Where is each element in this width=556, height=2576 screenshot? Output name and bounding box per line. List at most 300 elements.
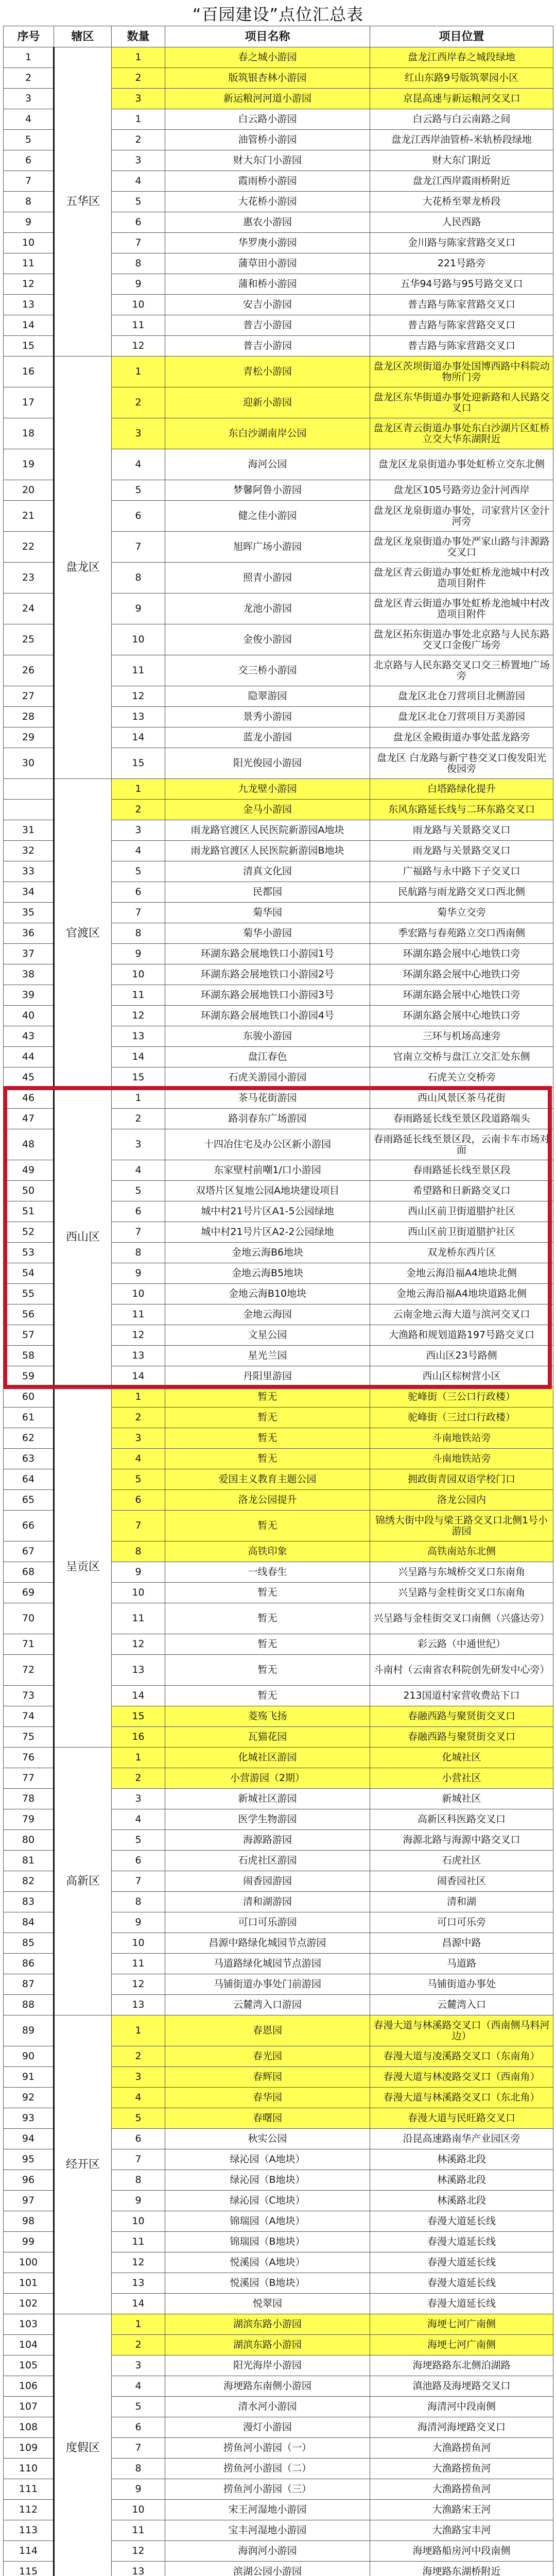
project-location-cell: 财大东门附近	[370, 150, 553, 171]
header-district: 辖区	[54, 26, 112, 47]
project-location-cell: 三环与机场高速旁	[370, 1026, 553, 1047]
table-row	[4, 357, 553, 387]
project-name-cell: 暂无	[165, 1686, 370, 1706]
count-cell: 3	[112, 820, 165, 841]
count-cell: 5	[112, 2397, 165, 2417]
project-location-cell: 斗南村（云南省农科院创先研发中心旁）	[370, 1655, 553, 1686]
seq-cell: 67	[4, 1541, 54, 1562]
count-cell: 12	[112, 1006, 165, 1026]
project-location-cell: 春融西路与聚贤街交叉口	[370, 1706, 553, 1727]
project-name-cell: 菱殇飞扬	[165, 1706, 370, 1727]
project-name-cell: 暂无	[165, 1603, 370, 1634]
project-name-cell: 环湖东路会展地铁口小游园4号	[165, 1006, 370, 1026]
project-location-cell: 红山东路9号版筑翠园小区	[370, 68, 553, 89]
project-name-cell: 景秀小游园	[165, 707, 370, 727]
project-name-cell: 暂无	[165, 1449, 370, 1469]
count-cell: 4	[112, 171, 165, 192]
count-cell: 2	[112, 387, 165, 418]
project-name-cell: 环湖东路会展地铁口小游园3号	[165, 985, 370, 1006]
project-name-cell: 春之城小游园	[165, 47, 370, 68]
project-name-cell: 金地云海园	[165, 1304, 370, 1325]
project-name-cell: 悦溪园（B地块）	[165, 2273, 370, 2294]
project-location-cell: 盘龙区龙泉街道办事处严家山路与沣源路交叉口	[370, 532, 553, 563]
seq-cell: 25	[4, 624, 54, 655]
count-cell: 5	[112, 1181, 165, 1201]
seq-cell: 86	[4, 1954, 54, 1974]
seq-cell: 28	[4, 707, 54, 727]
project-name-cell: 惠农小游园	[165, 212, 370, 233]
seq-cell: 54	[4, 1263, 54, 1284]
count-cell: 3	[112, 1789, 165, 1809]
project-name-cell: 闹香园游园	[165, 1871, 370, 1892]
seq-cell: 56	[4, 1304, 54, 1325]
project-location-cell: 春雨路延长线至景区段道路端头	[370, 1109, 553, 1129]
project-location-cell: 盘龙江西岸春之城段绿地	[370, 47, 553, 68]
project-name-cell: 绿沁园（C地块）	[165, 2191, 370, 2211]
project-location-cell: 环湖东路会展中心地铁口旁	[370, 944, 553, 964]
project-location-cell: 海源北路与海源中路交叉口	[370, 1830, 553, 1851]
project-name-cell: 高铁印象	[165, 1541, 370, 1562]
seq-cell: 103	[4, 2314, 54, 2335]
project-location-cell: 大渔路宝丰河	[370, 2520, 553, 2541]
project-name-cell: 捞鱼河小游园（一）	[165, 2438, 370, 2459]
count-cell: 6	[112, 1490, 165, 1511]
project-location-cell: 盘龙区105号路旁边金汁河西岸	[370, 480, 553, 501]
project-name-cell: 暂无	[165, 1511, 370, 1541]
count-cell: 11	[112, 2520, 165, 2541]
project-name-cell: 雨龙路官渡区人民医院新游园A地块	[165, 820, 370, 841]
seq-cell: 101	[4, 2273, 54, 2294]
project-location-cell: 沿昆高速路南华产业园区旁	[370, 2129, 553, 2149]
seq-cell: 27	[4, 686, 54, 707]
district-cell: 度假区	[54, 2314, 112, 2576]
seq-cell: 12	[4, 274, 54, 295]
seq-cell: 2	[4, 68, 54, 89]
project-name-cell: 清和湖游园	[165, 1892, 370, 1912]
project-location-cell: 民航路与雨龙路交叉口西北侧	[370, 882, 553, 903]
project-name-cell: 暂无	[165, 1583, 370, 1603]
project-location-cell: 盘龙区东华街道办事处迎新路和人民路交叉口	[370, 387, 553, 418]
district-cell: 高新区	[54, 1748, 112, 2015]
project-location-cell: 盘龙区龙泉街道办事处虹桥立交东北侧	[370, 449, 553, 480]
project-location-cell: 盘龙区北仓刀营项目万美游园	[370, 707, 553, 727]
count-cell: 3	[112, 2355, 165, 2376]
count-cell: 1	[112, 1088, 165, 1109]
project-location-cell: 春漫大道与林溪路交叉口（东北角）	[370, 2088, 553, 2108]
project-name-cell: 春辉园	[165, 2067, 370, 2088]
seq-cell: 6	[4, 150, 54, 171]
seq-cell: 65	[4, 1490, 54, 1511]
count-cell: 1	[112, 779, 165, 800]
project-location-cell: 白云路与白云南路之间	[370, 109, 553, 130]
seq-cell: 24	[4, 594, 54, 624]
project-location-cell: 五华94号路与95号路交叉口	[370, 274, 553, 295]
seq-cell: 13	[4, 295, 54, 315]
project-location-cell: 海埂路东湖桥附近	[370, 2562, 553, 2576]
count-cell: 11	[112, 655, 165, 686]
project-name-cell: 九龙壁小游园	[165, 779, 370, 800]
project-name-cell: 春光园	[165, 2046, 370, 2067]
seq-cell: 112	[4, 2500, 54, 2520]
count-cell: 14	[112, 2294, 165, 2314]
project-location-cell: 彩云路（中通世纪）	[370, 1634, 553, 1655]
count-cell: 7	[112, 1511, 165, 1541]
count-cell: 7	[112, 1871, 165, 1892]
count-cell: 15	[112, 748, 165, 779]
project-name-cell: 春华园	[165, 2088, 370, 2108]
project-location-cell: 闹香园社区	[370, 1871, 553, 1892]
project-name-cell: 湖滨东路小游园	[165, 2314, 370, 2335]
count-cell: 10	[112, 1284, 165, 1304]
seq-cell: 98	[4, 2211, 54, 2232]
project-location-cell: 高铁南站东北侧	[370, 1541, 553, 1562]
project-location-cell: 盘龙区龙泉街道办事处，司家营片区金汁河旁	[370, 501, 553, 532]
project-location-cell: 高新区科医路交叉口	[370, 1809, 553, 1830]
project-name-cell: 梦馨阿鲁小游园	[165, 480, 370, 501]
count-cell: 1	[112, 1748, 165, 1768]
project-location-cell: 普吉路与陈家营路交叉口	[370, 336, 553, 357]
project-name-cell: 交三桥小游园	[165, 655, 370, 686]
project-name-cell: 可口可乐游园	[165, 1912, 370, 1933]
project-name-cell: 滨湖公园小游园	[165, 2562, 370, 2576]
seq-cell: 95	[4, 2149, 54, 2170]
seq-cell: 66	[4, 1511, 54, 1541]
seq-cell: 106	[4, 2376, 54, 2397]
project-location-cell: 北京路与人民东路交叉口交三桥置地广场旁	[370, 655, 553, 686]
project-location-cell: 兴呈路与金桂街交叉口东南角	[370, 1583, 553, 1603]
project-name-cell: 捞鱼河小游园（三）	[165, 2479, 370, 2500]
seq-cell: 48	[4, 1129, 54, 1160]
seq-cell: 26	[4, 655, 54, 686]
project-name-cell: 宝丰河湿地小游园	[165, 2520, 370, 2541]
seq-cell: 44	[4, 1047, 54, 1067]
count-cell: 6	[112, 2129, 165, 2149]
project-location-cell: 兴呈路与金桂街交叉口南侧（兴盛达旁）	[370, 1603, 553, 1634]
seq-cell: 31	[4, 820, 54, 841]
seq-cell: 45	[4, 1067, 54, 1088]
seq-cell: 99	[4, 2232, 54, 2252]
count-cell: 14	[112, 1366, 165, 1387]
project-name-cell: 霞雨桥小游园	[165, 171, 370, 192]
project-name-cell: 医学生物游园	[165, 1809, 370, 1830]
project-location-cell: 大渔路宋王河	[370, 2500, 553, 2520]
count-cell: 2	[112, 2046, 165, 2067]
count-cell: 1	[112, 47, 165, 68]
project-name-cell: 化城社区游园	[165, 1748, 370, 1768]
project-location-cell: 环湖东路会展中心地铁口旁	[370, 1006, 553, 1026]
seq-cell: 82	[4, 1871, 54, 1892]
seq-cell: 39	[4, 985, 54, 1006]
seq-cell: 105	[4, 2355, 54, 2376]
project-location-cell: 春融西路与聚贤街交叉口	[370, 1727, 553, 1748]
count-cell: 2	[112, 130, 165, 150]
count-cell: 4	[112, 2088, 165, 2108]
count-cell: 9	[112, 1263, 165, 1284]
project-name-cell: 锦瑞园（B地块）	[165, 2232, 370, 2252]
project-name-cell: 东骏小游园	[165, 1026, 370, 1047]
project-location-cell: 盘龙江西岸霞雨桥附近	[370, 171, 553, 192]
seq-cell: 57	[4, 1325, 54, 1346]
table-row	[4, 2015, 553, 2046]
project-name-cell: 民都园	[165, 882, 370, 903]
project-location-cell: 西山区前卫街道腊护社区	[370, 1201, 553, 1222]
seq-cell: 36	[4, 923, 54, 944]
count-cell: 6	[112, 882, 165, 903]
seq-cell: 51	[4, 1201, 54, 1222]
project-name-cell: 环湖东路会展地铁口小游园1号	[165, 944, 370, 964]
seq-cell: 14	[4, 315, 54, 336]
project-location-cell: 大花桥至翠龙桥段	[370, 192, 553, 212]
count-cell: 11	[112, 1603, 165, 1634]
project-name-cell: 漫灯小游园	[165, 2417, 370, 2438]
seq-cell	[4, 779, 54, 800]
seq-cell: 17	[4, 387, 54, 418]
project-name-cell: 暂无	[165, 1655, 370, 1686]
project-location-cell: 林溪路北段	[370, 2191, 553, 2211]
project-name-cell: 阳光俊园小游园	[165, 748, 370, 779]
seq-cell: 30	[4, 748, 54, 779]
count-cell: 6	[112, 1201, 165, 1222]
count-cell: 12	[112, 686, 165, 707]
project-name-cell: 照青小游园	[165, 563, 370, 594]
count-cell: 11	[112, 315, 165, 336]
seq-cell: 59	[4, 1366, 54, 1387]
project-name-cell: 盘江春色	[165, 1047, 370, 1067]
count-cell: 11	[112, 1304, 165, 1325]
project-location-cell: 春漫大道与林溪路交叉口（西南侧马料河边）	[370, 2015, 553, 2046]
district-cell: 盘龙区	[54, 357, 112, 779]
project-name-cell: 清水河小游园	[165, 2397, 370, 2417]
project-location-cell: 石虎社区	[370, 1851, 553, 1871]
count-cell: 7	[112, 233, 165, 253]
project-location-cell: 希望路和日新路交叉口	[370, 1181, 553, 1201]
seq-cell: 72	[4, 1655, 54, 1686]
project-location-cell: 林溪路北段	[370, 2149, 553, 2170]
project-location-cell: 拥政街青园双语学校门口	[370, 1469, 553, 1490]
table-row	[4, 1387, 553, 1408]
seq-cell: 16	[4, 357, 54, 387]
seq-cell: 10	[4, 233, 54, 253]
count-cell: 3	[112, 2067, 165, 2088]
project-location-cell: 海埂路船房河中段南侧	[370, 2541, 553, 2562]
project-name-cell: 小营游园（2期）	[165, 1768, 370, 1789]
count-cell: 1	[112, 357, 165, 387]
count-cell: 15	[112, 1706, 165, 1727]
project-name-cell: 丹阳里游园	[165, 1366, 370, 1387]
count-cell: 9	[112, 2191, 165, 2211]
project-location-cell: 春雨路延长线至景区段	[370, 1160, 553, 1181]
seq-cell: 71	[4, 1634, 54, 1655]
project-location-cell: 大渔路捞鱼河	[370, 2459, 553, 2479]
count-cell: 10	[112, 2500, 165, 2520]
count-cell: 13	[112, 707, 165, 727]
count-cell: 2	[112, 1768, 165, 1789]
project-name-cell: 暂无	[165, 1428, 370, 1449]
seq-cell: 50	[4, 1181, 54, 1201]
project-location-cell: 大渔路捞鱼河	[370, 2438, 553, 2459]
count-cell: 10	[112, 1583, 165, 1603]
table-header-row	[4, 26, 553, 47]
project-name-cell: 春曙园	[165, 2108, 370, 2129]
seq-cell: 8	[4, 192, 54, 212]
seq-cell: 85	[4, 1933, 54, 1954]
project-name-cell: 金地云海B10地块	[165, 1284, 370, 1304]
project-name-cell: 茶马花街游园	[165, 1088, 370, 1109]
project-name-cell: 十四冶住宅及办公区新小游园	[165, 1129, 370, 1160]
count-cell: 1	[112, 2015, 165, 2046]
district-cell: 西山区	[54, 1088, 112, 1387]
count-cell: 11	[112, 985, 165, 1006]
project-name-cell: 暂无	[165, 1634, 370, 1655]
project-name-cell: 洛龙公园提升	[165, 1490, 370, 1511]
project-location-cell: 洛龙公园内	[370, 1490, 553, 1511]
count-cell: 14	[112, 1047, 165, 1067]
project-location-cell: 221号路旁	[370, 253, 553, 274]
table-row	[4, 1748, 553, 1768]
project-name-cell: 海源路游园	[165, 1830, 370, 1851]
project-name-cell: 大花桥小游园	[165, 192, 370, 212]
project-name-cell: 城中村21号片区A1-5公园绿地	[165, 1201, 370, 1222]
table-row	[4, 1088, 553, 1109]
project-location-cell: 西山区23号路侧	[370, 1346, 553, 1366]
count-cell: 10	[112, 1933, 165, 1954]
project-name-cell: 石虎关游园小游园	[165, 1067, 370, 1088]
project-location-cell: 双龙桥东西片区	[370, 1243, 553, 1263]
count-cell: 2	[112, 800, 165, 820]
seq-cell: 89	[4, 2015, 54, 2046]
count-cell: 1	[112, 109, 165, 130]
table-row	[4, 779, 553, 800]
project-location-cell: 雨龙路与关景路交叉口	[370, 820, 553, 841]
seq-cell: 91	[4, 2067, 54, 2088]
project-location-cell: 春漫大道延长线	[370, 2273, 553, 2294]
header-project-name: 项目名称	[165, 26, 370, 47]
count-cell: 12	[112, 1634, 165, 1655]
project-location-cell: 官南立交桥与盘江立交汇处东侧	[370, 1047, 553, 1067]
project-name-cell: 东家壁村前嘲1/口小游园	[165, 1160, 370, 1181]
seq-cell: 5	[4, 130, 54, 150]
seq-cell: 53	[4, 1243, 54, 1263]
seq-cell: 61	[4, 1408, 54, 1428]
seq-cell: 80	[4, 1830, 54, 1851]
seq-cell: 87	[4, 1974, 54, 1995]
project-location-cell: 盘龙区青云街道办事处东白沙湖片区虹桥立交大华东湖附近	[370, 418, 553, 449]
seq-cell: 90	[4, 2046, 54, 2067]
project-name-cell: 健之佳小游园	[165, 501, 370, 532]
seq-cell: 94	[4, 2129, 54, 2149]
count-cell: 3	[112, 1129, 165, 1160]
project-name-cell: 双塔片区复地公园A地块建设项目	[165, 1181, 370, 1201]
project-location-cell: 锦绣大街中段与梁王路交叉口北侧1号小游园	[370, 1511, 553, 1541]
seq-cell: 68	[4, 1562, 54, 1583]
project-location-cell: 西山风景区茶马花街	[370, 1088, 553, 1109]
seq-cell: 55	[4, 1284, 54, 1304]
count-cell: 7	[112, 2438, 165, 2459]
project-location-cell: 小营社区	[370, 1768, 553, 1789]
project-name-cell: 白云路小游园	[165, 109, 370, 130]
seq-cell: 33	[4, 861, 54, 882]
project-location-cell: 大渔路和规划道路197号路交叉口	[370, 1325, 553, 1346]
project-location-cell: 云南金地云海大道与滨河交叉口	[370, 1304, 553, 1325]
count-cell: 5	[112, 861, 165, 882]
project-name-cell: 绿沁园（B地块）	[165, 2170, 370, 2191]
count-cell: 6	[112, 2417, 165, 2438]
count-cell: 8	[112, 2170, 165, 2191]
count-cell: 8	[112, 1892, 165, 1912]
project-name-cell: 华罗庚小游园	[165, 233, 370, 253]
project-location-cell: 昌源中路	[370, 1933, 553, 1954]
project-location-cell: 林溪路北段	[370, 2170, 553, 2191]
seq-cell: 58	[4, 1346, 54, 1366]
count-cell: 12	[112, 1974, 165, 1995]
count-cell: 4	[112, 1809, 165, 1830]
count-cell: 1	[112, 1387, 165, 1408]
count-cell: 13	[112, 2562, 165, 2576]
district-cell: 官渡区	[54, 779, 112, 1088]
project-location-cell: 213国道村家营收费站下口	[370, 1686, 553, 1706]
project-name-cell: 宋王河湿地小游园	[165, 2500, 370, 2520]
seq-cell: 32	[4, 841, 54, 861]
count-cell: 9	[112, 594, 165, 624]
project-location-cell: 云麓湾入口	[370, 1995, 553, 2015]
project-location-cell: 斗南地铁站旁	[370, 1428, 553, 1449]
seq-cell: 104	[4, 2335, 54, 2355]
count-cell: 2	[112, 68, 165, 89]
seq-cell: 84	[4, 1912, 54, 1933]
seq-cell: 34	[4, 882, 54, 903]
count-cell: 5	[112, 2108, 165, 2129]
project-name-cell: 海河公园	[165, 449, 370, 480]
project-location-cell: 新城社区	[370, 1789, 553, 1809]
project-name-cell: 马铺街道办事处门前游园	[165, 1974, 370, 1995]
project-location-cell: 盘龙区青云街道办事处虹桥龙池城中村改造项目附件	[370, 594, 553, 624]
count-cell: 5	[112, 480, 165, 501]
seq-cell: 96	[4, 2170, 54, 2191]
project-name-cell: 普吉小游园	[165, 315, 370, 336]
project-name-cell: 蒲和桥小游园	[165, 274, 370, 295]
project-location-cell: 普吉路与陈家营路交叉口	[370, 315, 553, 336]
project-location-cell: 盘龙区 白龙路与新宁巷交叉口俊发阳光俊园旁	[370, 748, 553, 779]
seq-cell: 20	[4, 480, 54, 501]
count-cell: 8	[112, 923, 165, 944]
seq-cell: 18	[4, 418, 54, 449]
count-cell: 6	[112, 212, 165, 233]
project-name-cell: 青松小游园	[165, 357, 370, 387]
project-location-cell: 季宏路与春苑路立交口西南侧	[370, 923, 553, 944]
count-cell: 12	[112, 2541, 165, 2562]
seq-cell: 7	[4, 171, 54, 192]
project-location-cell: 马铺街道办事处	[370, 1974, 553, 1995]
count-cell: 10	[112, 2211, 165, 2232]
count-cell: 2	[112, 1109, 165, 1129]
project-name-cell: 捞鱼河小游园（二）	[165, 2459, 370, 2479]
project-name-cell: 新城社区游园	[165, 1789, 370, 1809]
project-location-cell: 盘龙区拓东街道办事处北京路与人民东路交叉口金俊广场旁	[370, 624, 553, 655]
count-cell: 8	[112, 253, 165, 274]
project-name-cell: 金马小游园	[165, 800, 370, 820]
seq-cell: 92	[4, 2088, 54, 2108]
seq-cell: 77	[4, 1768, 54, 1789]
seq-cell: 70	[4, 1603, 54, 1634]
project-location-cell: 清和湖	[370, 1892, 553, 1912]
project-name-cell: 海埂路东南侧小游园	[165, 2376, 370, 2397]
count-cell: 10	[112, 624, 165, 655]
project-name-cell: 东白沙湖南岸公园	[165, 418, 370, 449]
summary-table	[3, 26, 553, 2576]
project-location-cell: 盘龙区茨坝街道办事处国博西路中科院动物所门旁	[370, 357, 553, 387]
project-location-cell: 京昆高速与新运粮河交叉口	[370, 89, 553, 109]
count-cell: 5	[112, 1830, 165, 1851]
